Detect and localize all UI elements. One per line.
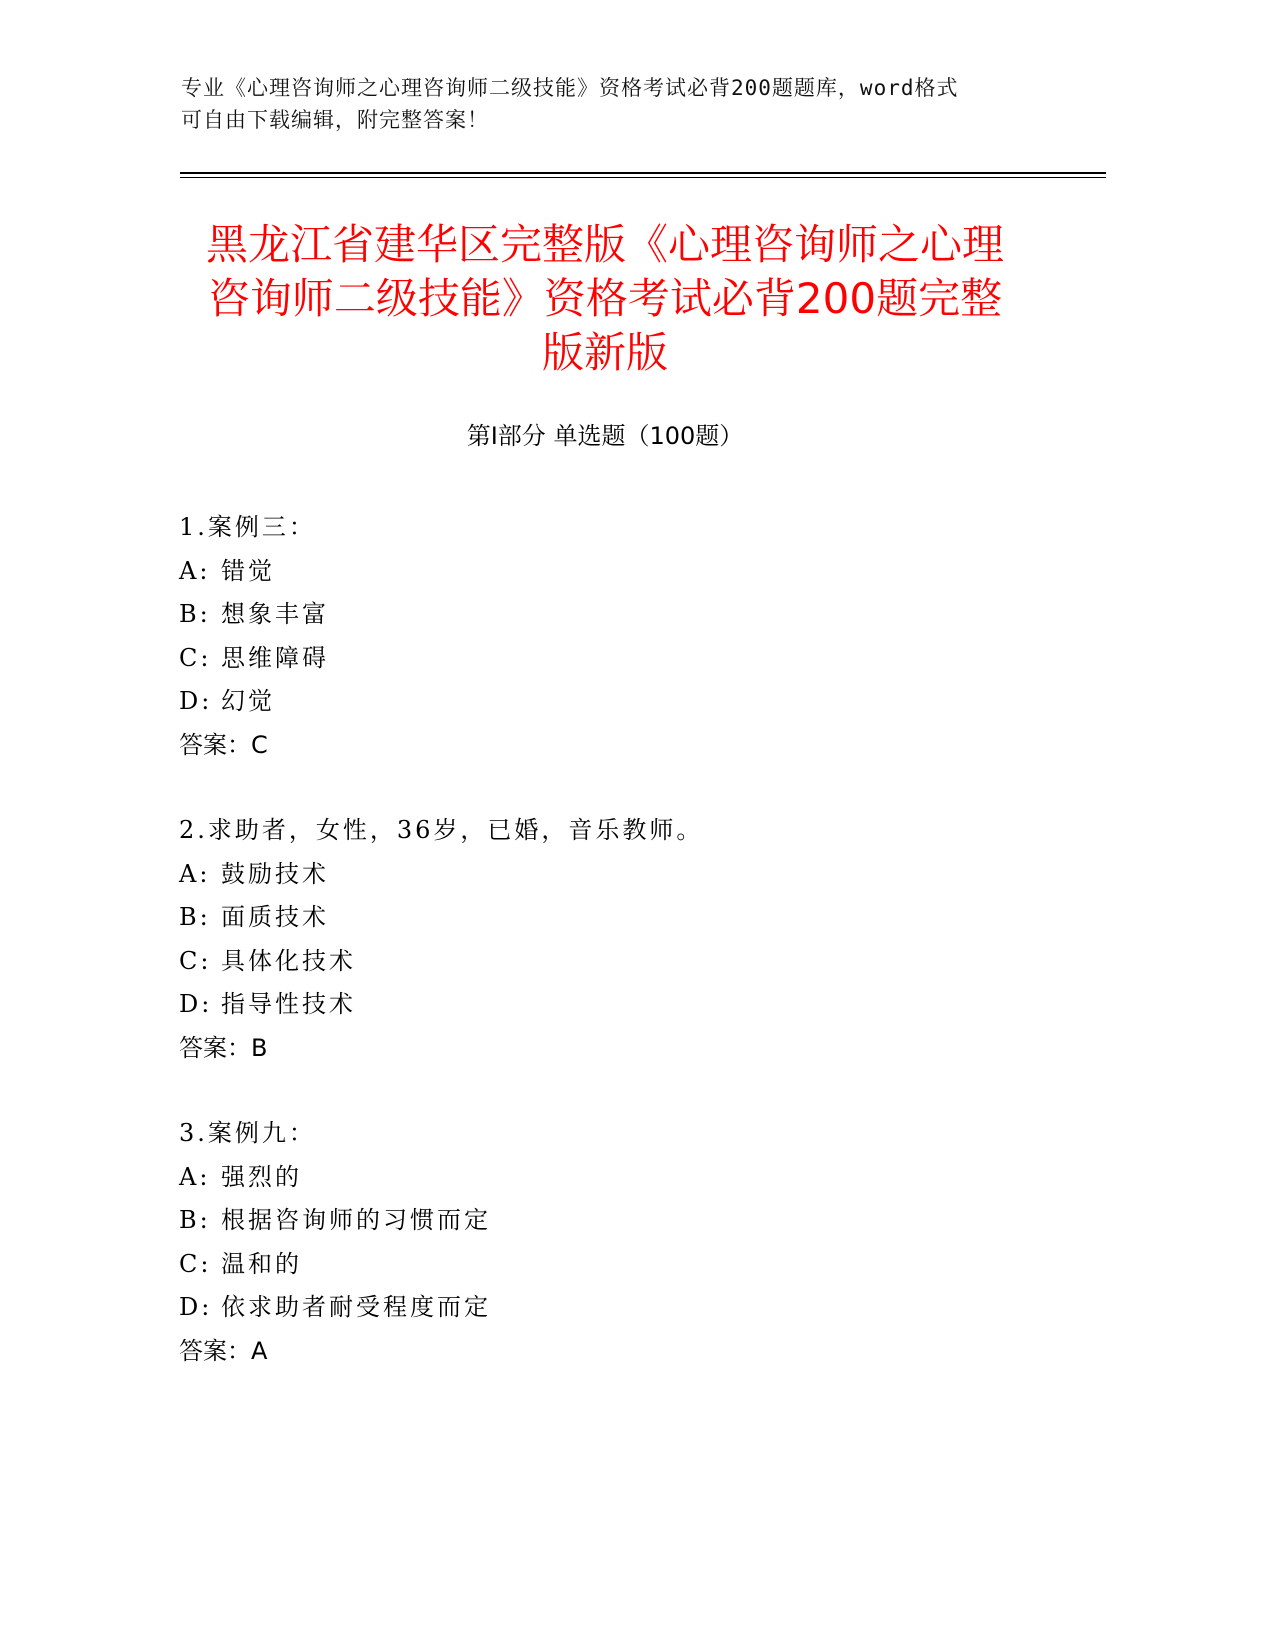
option-text: 依求助者耐受程度而定 [221, 1293, 491, 1321]
section-title: 第Ⅰ部分 单选题（100题） [466, 422, 744, 450]
question-2 [179, 809, 1079, 1070]
option-text: 温和的 [221, 1249, 302, 1278]
option-text: 鼓励技术 [221, 859, 329, 888]
option-letter: C: [179, 643, 212, 672]
option-text: 思维障碍 [221, 643, 329, 672]
option-letter: C: [179, 1249, 212, 1278]
option-text: 根据咨询师的习惯而定 [221, 1206, 491, 1234]
question-stem: 2.求助者，女性，36岁，已婚，音乐教师。 [179, 816, 704, 844]
header-note [181, 72, 1041, 136]
option-text: 具体化技术 [221, 946, 356, 975]
question-1 [179, 506, 1079, 767]
question-list [179, 506, 1079, 1415]
header-divider-thick [180, 172, 1106, 174]
option-c [179, 940, 1079, 984]
header-note-line-1: 专业《心理咨询师之心理咨询师二级技能》资格考试必背200题题库，word格式 [181, 76, 959, 100]
option-text: 想象丰富 [221, 600, 329, 628]
option-letter: A: [179, 859, 211, 888]
document-title-line-1: 黑龙江省建华区完整版《心理咨询师之心理 [205, 220, 1004, 269]
header-note-line-2: 可自由下载编辑，附完整答案！ [181, 108, 489, 132]
option-c [179, 637, 1079, 681]
answer-line: 答案：A [179, 1336, 268, 1365]
option-letter: B: [179, 600, 211, 628]
header-divider-thin [180, 177, 1106, 178]
option-letter: A: [179, 1162, 211, 1191]
document-title-line-2: 咨询师二级技能》资格考试必背200题完整 [207, 274, 1003, 323]
document-title-line-3: 版新版 [541, 328, 668, 377]
option-text: 强烈的 [221, 1162, 302, 1191]
answer-line: 答案：C [179, 730, 268, 759]
option-b [179, 593, 1079, 637]
option-letter: D: [179, 990, 213, 1018]
option-a [179, 550, 1079, 594]
question-3 [179, 1112, 1079, 1373]
option-letter: A: [179, 556, 211, 585]
document-title [180, 218, 1030, 380]
option-d [179, 680, 1079, 724]
option-a [179, 1156, 1079, 1200]
option-letter: B: [179, 1206, 211, 1234]
option-text: 指导性技术 [221, 990, 356, 1018]
option-text: 面质技术 [221, 903, 329, 931]
answer-line: 答案：B [179, 1033, 268, 1062]
option-a [179, 853, 1079, 897]
option-b [179, 1199, 1079, 1243]
option-b [179, 896, 1079, 940]
option-letter: D: [179, 1293, 213, 1321]
option-text: 幻觉 [221, 687, 275, 715]
option-letter: C: [179, 946, 212, 975]
option-text: 错觉 [221, 556, 275, 585]
question-stem: 3.案例九： [179, 1119, 316, 1147]
option-d [179, 983, 1079, 1027]
question-stem: 1.案例三： [179, 513, 316, 541]
option-d [179, 1286, 1079, 1330]
option-letter: B: [179, 903, 211, 931]
option-letter: D: [179, 687, 213, 715]
option-c [179, 1243, 1079, 1287]
